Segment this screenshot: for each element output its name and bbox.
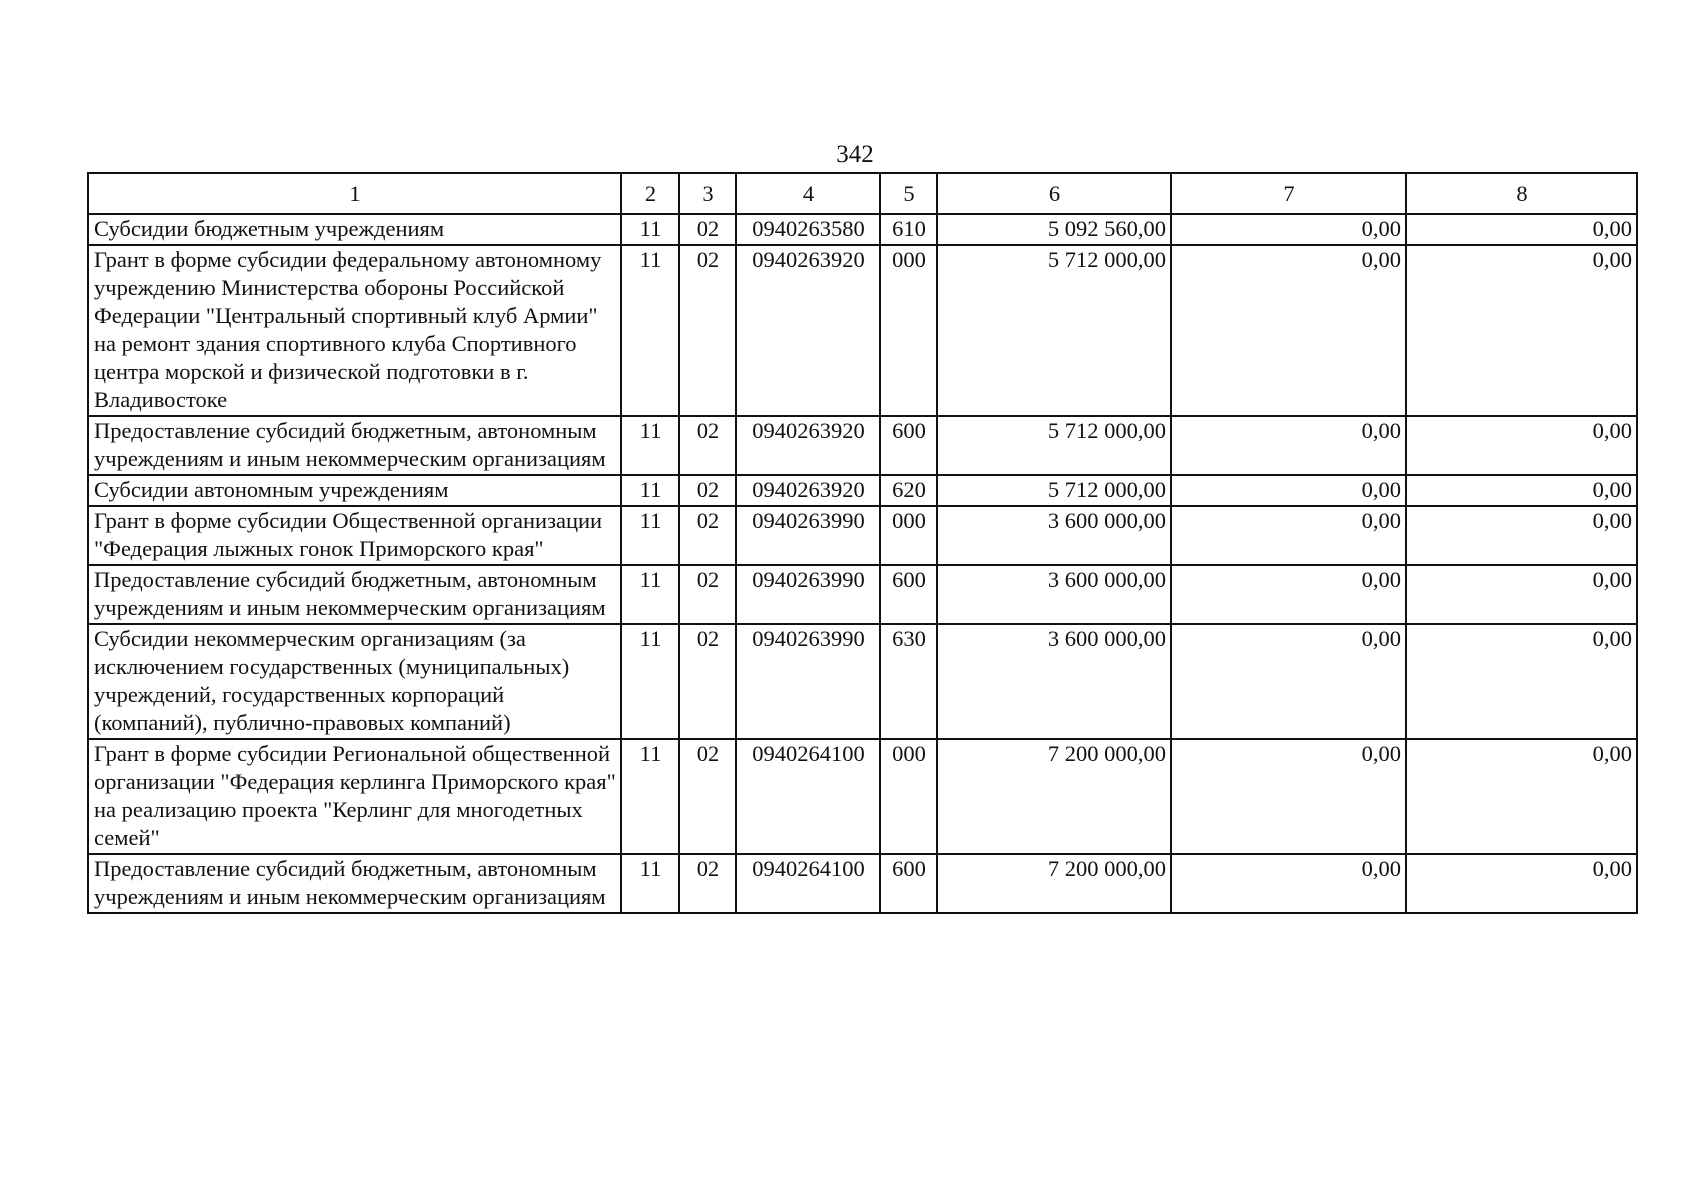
amount-col-8: 0,00 bbox=[1406, 739, 1637, 854]
table-row bbox=[88, 624, 1637, 739]
amount-col-7: 0,00 bbox=[1171, 624, 1406, 739]
section-code: 11 bbox=[621, 624, 679, 739]
subsection-code: 02 bbox=[679, 739, 736, 854]
target-article-code: 0940263920 bbox=[736, 245, 880, 416]
row-name: Субсидии бюджетным учреждениям bbox=[88, 214, 621, 245]
column-header: 5 bbox=[880, 173, 937, 214]
row-name: Предоставление субсидий бюджетным, автономным учреждениям и иным некоммерческим организациям bbox=[88, 854, 621, 913]
subsection-code: 02 bbox=[679, 416, 736, 475]
amount-col-7: 0,00 bbox=[1171, 214, 1406, 245]
column-header: 8 bbox=[1406, 173, 1637, 214]
amount-col-8: 0,00 bbox=[1406, 245, 1637, 416]
column-header: 1 bbox=[88, 173, 621, 214]
budget-table bbox=[87, 172, 1638, 914]
column-header-row bbox=[88, 173, 1637, 214]
subsection-code: 02 bbox=[679, 245, 736, 416]
amount-col-8: 0,00 bbox=[1406, 506, 1637, 565]
section-code: 11 bbox=[621, 416, 679, 475]
table-row bbox=[88, 565, 1637, 624]
amount-col-6: 5 712 000,00 bbox=[937, 245, 1171, 416]
section-code: 11 bbox=[621, 475, 679, 506]
row-name: Субсидии некоммерческим организациям (за исключением государственных (муниципальных) учреждений, государственных корпораций (компаний), публично-правовых компаний) bbox=[88, 624, 621, 739]
section-code: 11 bbox=[621, 565, 679, 624]
amount-col-7: 0,00 bbox=[1171, 416, 1406, 475]
expense-type-code: 000 bbox=[880, 506, 937, 565]
amount-col-8: 0,00 bbox=[1406, 854, 1637, 913]
column-header: 6 bbox=[937, 173, 1171, 214]
column-header: 4 bbox=[736, 173, 880, 214]
table-row bbox=[88, 214, 1637, 245]
section-code: 11 bbox=[621, 506, 679, 565]
amount-col-7: 0,00 bbox=[1171, 739, 1406, 854]
table-row bbox=[88, 416, 1637, 475]
amount-col-7: 0,00 bbox=[1171, 854, 1406, 913]
column-header: 7 bbox=[1171, 173, 1406, 214]
expense-type-code: 000 bbox=[880, 739, 937, 854]
amount-col-6: 7 200 000,00 bbox=[937, 739, 1171, 854]
amount-col-6: 3 600 000,00 bbox=[937, 506, 1171, 565]
table-row bbox=[88, 854, 1637, 913]
section-code: 11 bbox=[621, 854, 679, 913]
row-name: Грант в форме субсидии Общественной организации "Федерация лыжных гонок Приморского края" bbox=[88, 506, 621, 565]
section-code: 11 bbox=[621, 245, 679, 416]
subsection-code: 02 bbox=[679, 854, 736, 913]
amount-col-6: 3 600 000,00 bbox=[937, 565, 1171, 624]
row-name: Грант в форме субсидии федеральному автономному учреждению Министерства обороны Российской Федерации "Центральный спортивный клуб Армии" на ремонт здания спортивного клуба Спортивного центра морской и физической подготовки в г. Владивостоке bbox=[88, 245, 621, 416]
amount-col-8: 0,00 bbox=[1406, 416, 1637, 475]
expense-type-code: 610 bbox=[880, 214, 937, 245]
amount-col-6: 5 712 000,00 bbox=[937, 475, 1171, 506]
subsection-code: 02 bbox=[679, 565, 736, 624]
amount-col-6: 5 092 560,00 bbox=[937, 214, 1171, 245]
subsection-code: 02 bbox=[679, 475, 736, 506]
expense-type-code: 600 bbox=[880, 416, 937, 475]
expense-type-code: 000 bbox=[880, 245, 937, 416]
amount-col-8: 0,00 bbox=[1406, 624, 1637, 739]
target-article-code: 0940263990 bbox=[736, 624, 880, 739]
expense-type-code: 630 bbox=[880, 624, 937, 739]
target-article-code: 0940263990 bbox=[736, 506, 880, 565]
row-name: Грант в форме субсидии Региональной общественной организации "Федерация керлинга Приморского края" на реализацию проекта "Керлинг для многодетных семей" bbox=[88, 739, 621, 854]
amount-col-7: 0,00 bbox=[1171, 475, 1406, 506]
target-article-code: 0940263920 bbox=[736, 475, 880, 506]
amount-col-8: 0,00 bbox=[1406, 214, 1637, 245]
amount-col-8: 0,00 bbox=[1406, 565, 1637, 624]
target-article-code: 0940263990 bbox=[736, 565, 880, 624]
row-name: Субсидии автономным учреждениям bbox=[88, 475, 621, 506]
expense-type-code: 620 bbox=[880, 475, 937, 506]
target-article-code: 0940263580 bbox=[736, 214, 880, 245]
amount-col-6: 3 600 000,00 bbox=[937, 624, 1171, 739]
table-row bbox=[88, 475, 1637, 506]
amount-col-6: 5 712 000,00 bbox=[937, 416, 1171, 475]
target-article-code: 0940263920 bbox=[736, 416, 880, 475]
subsection-code: 02 bbox=[679, 506, 736, 565]
amount-col-6: 7 200 000,00 bbox=[937, 854, 1171, 913]
target-article-code: 0940264100 bbox=[736, 739, 880, 854]
subsection-code: 02 bbox=[679, 624, 736, 739]
column-header: 3 bbox=[679, 173, 736, 214]
row-name: Предоставление субсидий бюджетным, автономным учреждениям и иным некоммерческим организациям bbox=[88, 565, 621, 624]
amount-col-7: 0,00 bbox=[1171, 245, 1406, 416]
table-row bbox=[88, 739, 1637, 854]
row-name: Предоставление субсидий бюджетным, автономным учреждениям и иным некоммерческим организациям bbox=[88, 416, 621, 475]
expense-type-code: 600 bbox=[880, 854, 937, 913]
page-number: 342 bbox=[836, 141, 874, 168]
target-article-code: 0940264100 bbox=[736, 854, 880, 913]
amount-col-8: 0,00 bbox=[1406, 475, 1637, 506]
expense-type-code: 600 bbox=[880, 565, 937, 624]
column-header: 2 bbox=[621, 173, 679, 214]
section-code: 11 bbox=[621, 739, 679, 854]
subsection-code: 02 bbox=[679, 214, 736, 245]
table-row bbox=[88, 506, 1637, 565]
amount-col-7: 0,00 bbox=[1171, 506, 1406, 565]
section-code: 11 bbox=[621, 214, 679, 245]
table-row bbox=[88, 245, 1637, 416]
amount-col-7: 0,00 bbox=[1171, 565, 1406, 624]
